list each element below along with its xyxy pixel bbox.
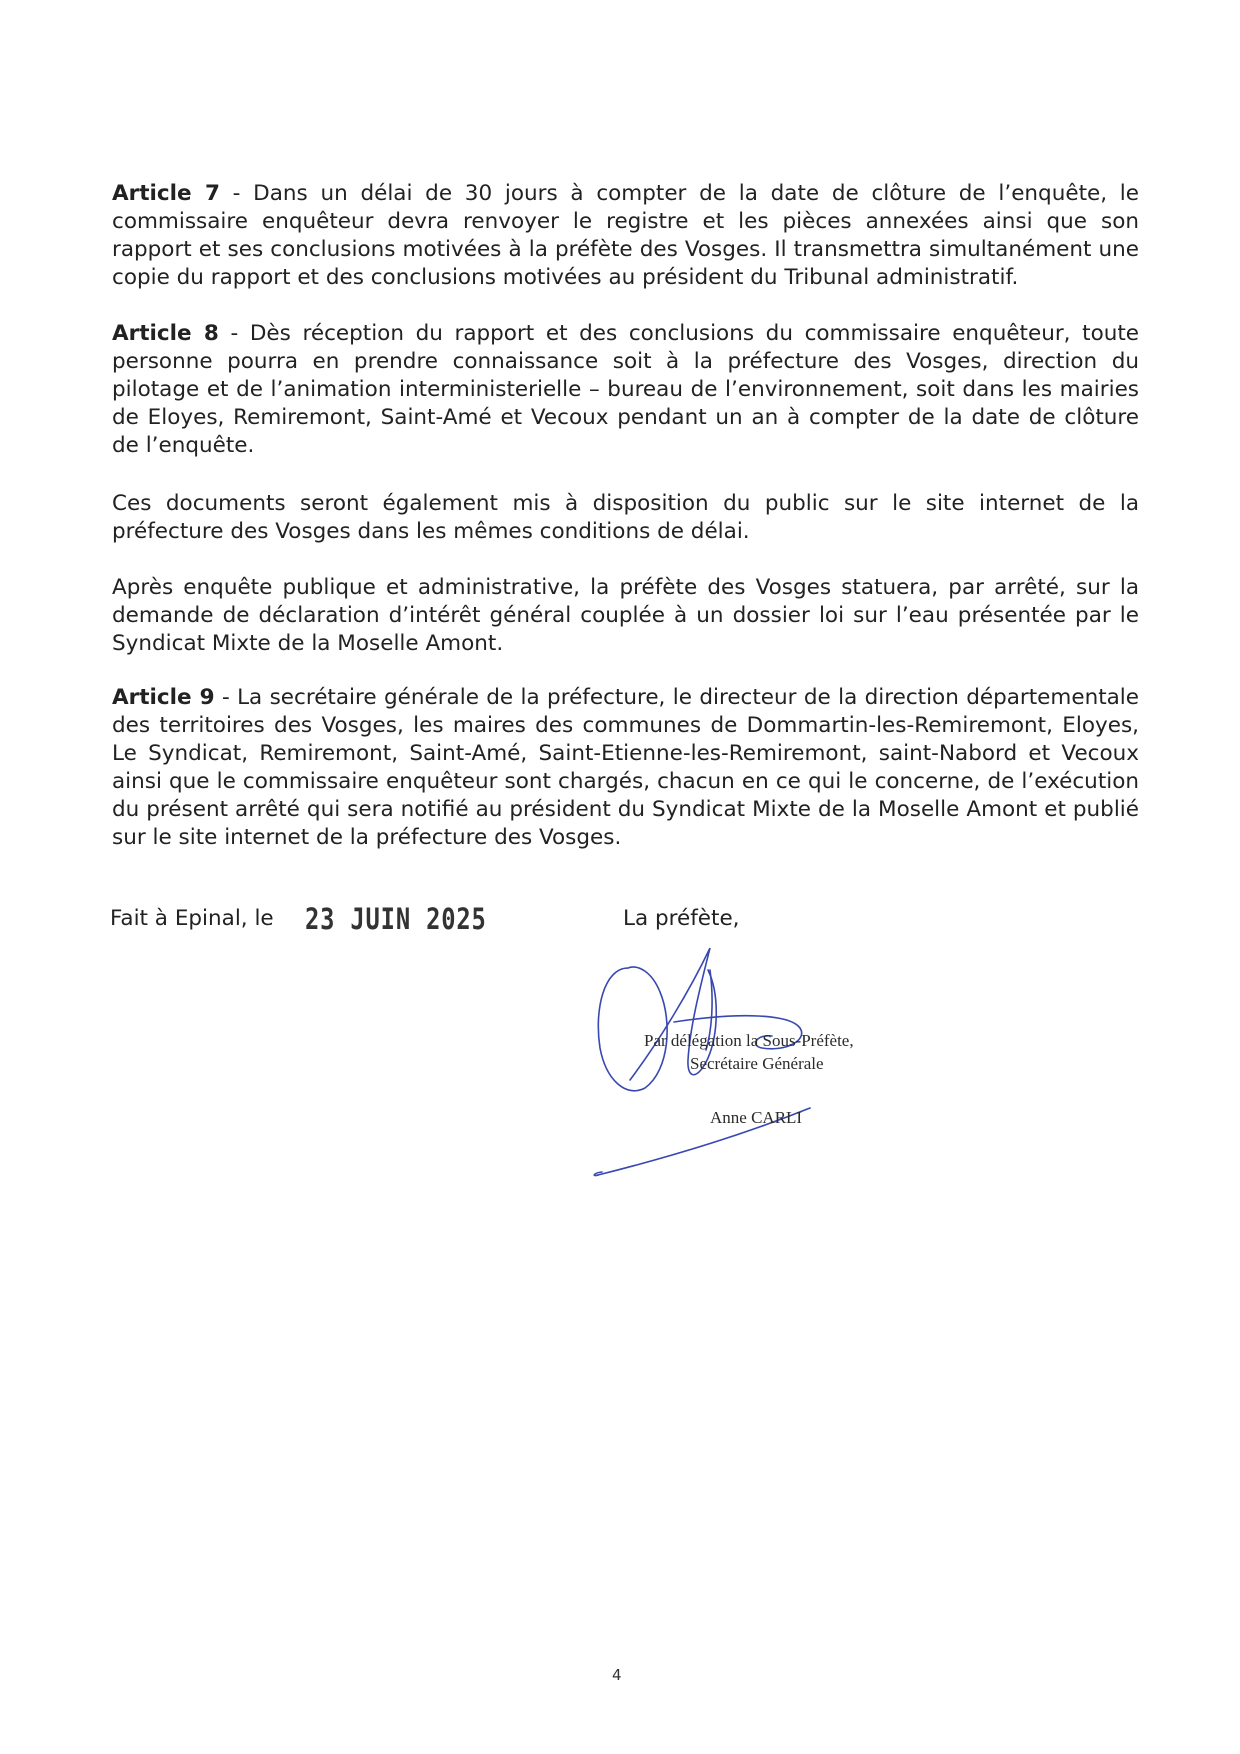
- article-8-label: Article 8: [112, 321, 219, 346]
- signature-block: [590, 930, 910, 1190]
- article-8-text: - Dès réception du rapport et des conclusions du commissaire enquêteur, toute personne pourra en prendre connaissance soit à la préfecture des Vosges, direction du pilotage et de l’animation interministerielle – bureau de l’environnement, soit dans les mairies de Eloyes, Remiremont, Saint-Amé et Vecoux pendant un an à compter de la date de clôture de l’enquête.: [112, 321, 1140, 458]
- signature-stamp-line-1: Par délégation la Sous-Préfète,: [644, 1031, 854, 1050]
- date-stamp: 23 JUIN 2025: [305, 902, 487, 936]
- signature-place: Fait à Epinal, le: [110, 906, 274, 931]
- article-7: [112, 180, 1139, 292]
- article-8: [112, 320, 1139, 460]
- signatory-name: Anne CARLI: [710, 1108, 803, 1127]
- article-9-text: - La secrétaire générale de la préfecture, le directeur de la direction départementale des territoires des Vosges, les maires des communes de Dommartin-les-Remiremont, Eloyes, Le Syndicat, Remiremont, Saint-Amé, Saint-Etienne-les-Remiremont, saint-Nabord et Vecoux ainsi que le commissaire enquêteur sont chargés, chacun en ce qui le concerne, de l’exécution du présent arrêté qui sera notifié au président du Syndicat Mixte de la Moselle Amont et publié sur le site internet de la préfecture des Vosges.: [112, 685, 1140, 850]
- paragraph-apres-enquete: Après enquête publique et administrative, la préfète des Vosges statuera, par arrêté, sur la demande de déclaration d’intérêt général couplée à un dossier loi sur l’eau présentée par le Syndicat Mixte de la Moselle Amont.: [112, 575, 1139, 656]
- article-7-text: - Dans un délai de 30 jours à compter de la date de clôture de l’enquête, le commissaire enquêteur devra renvoyer le registre et les pièces annexées ainsi que son rapport et ses conclusions motivées à la préfète des Vosges. Il transmettra simultanément une copie du rapport et des conclusions motivées au président du Tribunal administratif.: [112, 181, 1139, 290]
- article-9-label: Article 9: [112, 685, 215, 710]
- paragraph-ces-documents: Ces documents seront également mis à disposition du public sur le site internet de la préfecture des Vosges dans les mêmes conditions de délai.: [112, 491, 1139, 544]
- page-number: 4: [612, 1666, 622, 1684]
- article-7-label: Article 7: [112, 181, 220, 206]
- signature-role: La préfète,: [623, 906, 740, 931]
- article-9: [112, 684, 1139, 852]
- signature-stamp-line-2: Secrétaire Générale: [690, 1054, 824, 1073]
